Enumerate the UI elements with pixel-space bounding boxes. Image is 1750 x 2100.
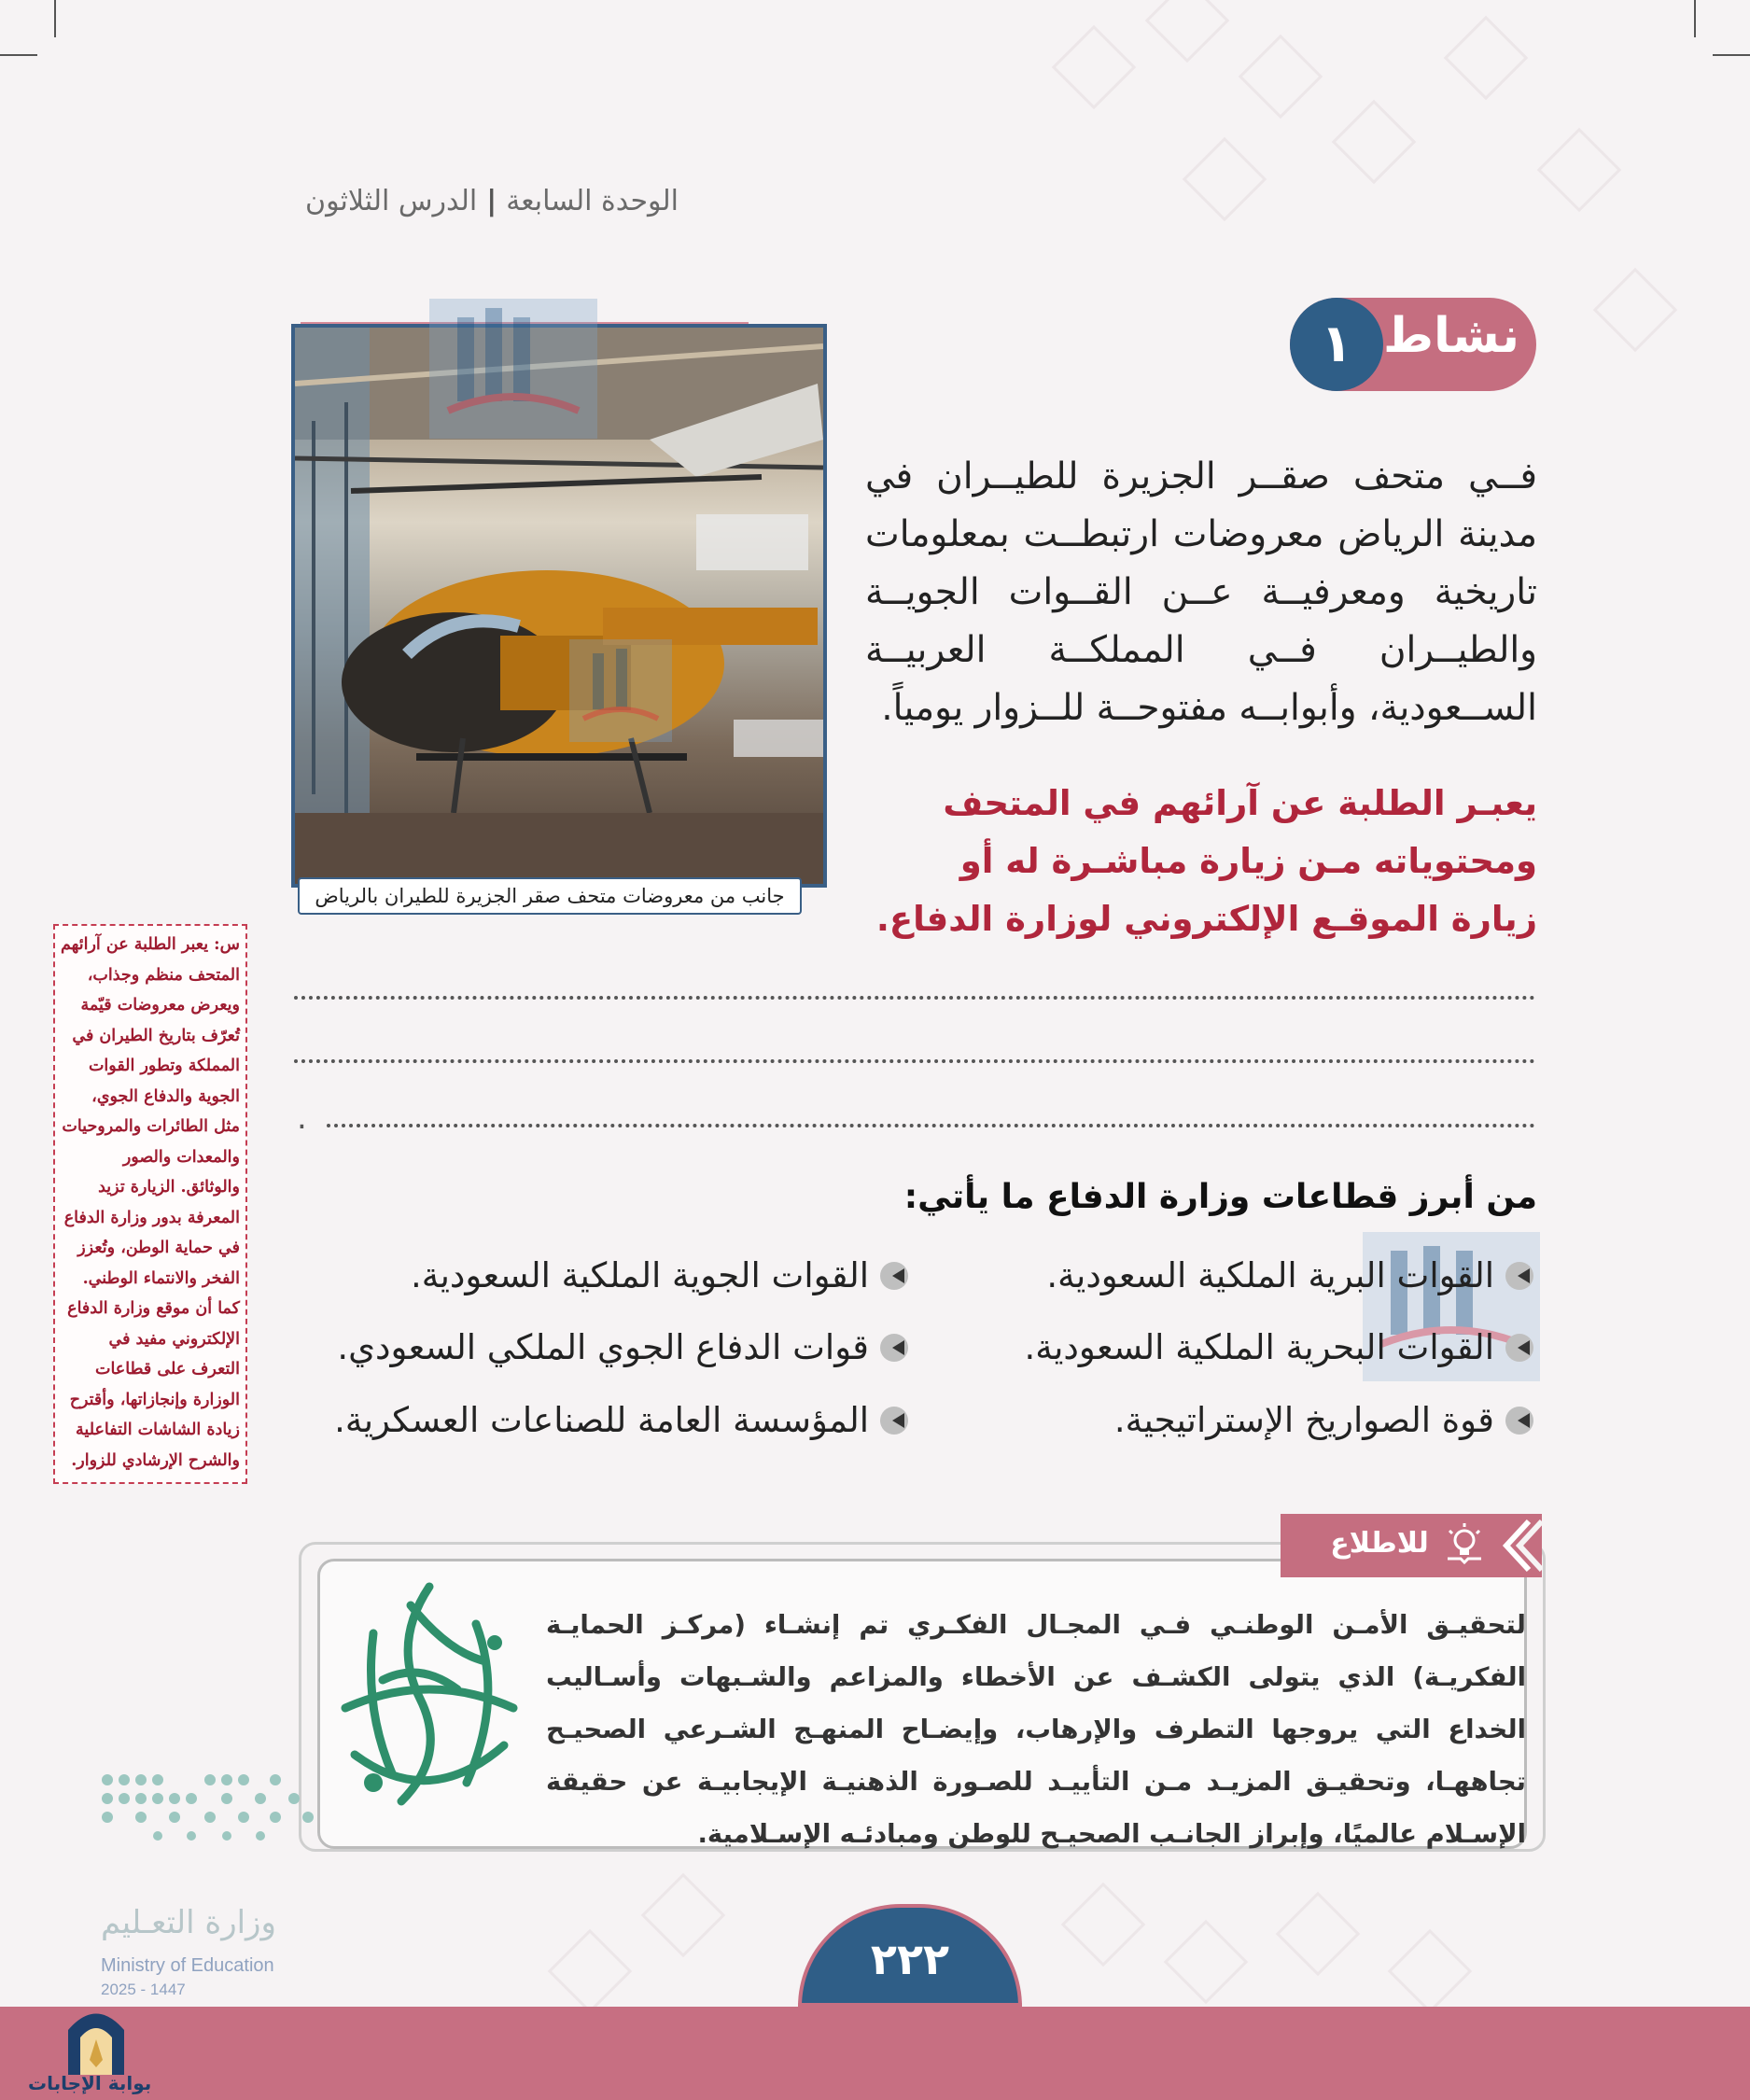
crop-mark [54, 0, 56, 37]
crop-mark [1694, 0, 1696, 37]
sector-label: القوات البحرية الملكية السعودية. [1024, 1327, 1494, 1367]
bullet-arrow-icon [880, 1407, 908, 1435]
side-answer-note: س: يعبر الطلبة عن آرائهم المتحف منظم وجذاب، ويعرض معروضات قيّمة تُعرّف بتاريخ الطيران في المملكة وتطور القوات الجوية والدفاع الجوي، مثل الطائرات والمروحيات والمعدات والصور والوثائق. الزيارة تزيد المعرفة بدور وزارة الدفاع في حماية الوطن، وتُعزز الفخر والانتماء الوطني. كما أن موقع وزارة الدفاع الإلكتروني مفيد في التعرف على قطاعات الوزارة وإنجازاتها، وأقترح زيادة الشاشات التفاعلية والشرح الإرشادي للزوار. [53, 924, 247, 1484]
photo-caption: جانب من معروضات متحف صقر الجزيرة للطيران بالرياض [298, 877, 802, 915]
answer-line [294, 1059, 1535, 1063]
info-tab-label: للاطلاع [1330, 1527, 1429, 1560]
intellectual-protection-center-logo [317, 1568, 541, 1829]
background-pattern [1239, 35, 1323, 119]
bullet-arrow-icon [1505, 1334, 1533, 1362]
background-pattern [1052, 25, 1137, 110]
lesson-title: الدرس الثلاثون [305, 185, 478, 217]
activity-label: نشاط [1383, 308, 1519, 364]
sector-item [411, 1255, 908, 1295]
footer-band [0, 2007, 1750, 2100]
sector-item [334, 1400, 908, 1440]
activity-number: ١ [1290, 298, 1383, 391]
sector-label: قوة الصواريخ الإستراتيجية. [1113, 1400, 1494, 1440]
bullet-arrow-icon [880, 1262, 908, 1290]
sector-label: القوات الجوية الملكية السعودية. [411, 1255, 869, 1295]
answers-portal-logo-icon [63, 2002, 129, 2077]
background-pattern [1388, 1929, 1473, 2014]
ministry-name-arabic: وزارة التعـليم [101, 1904, 276, 1941]
sectors-heading: من أبرز قطاعات وزارة الدفاع ما يأتي: [903, 1178, 1537, 1216]
background-pattern [1145, 0, 1230, 63]
sector-item [1114, 1400, 1533, 1440]
background-pattern [1276, 1892, 1361, 1977]
sector-item [1046, 1255, 1533, 1295]
crop-mark [0, 54, 37, 56]
page-number: ٢٢٢ [870, 1934, 950, 1984]
background-pattern [1061, 1883, 1146, 1967]
crop-mark [1713, 54, 1750, 56]
sector-label: المؤسسة العامة للصناعات العسكرية. [334, 1400, 869, 1440]
answer-line [327, 1124, 1535, 1127]
academic-year: 2025 - 1447 [101, 1981, 186, 1998]
background-pattern [1183, 137, 1267, 222]
sector-label: قوات الدفاع الجوي الملكي السعودي. [337, 1327, 869, 1367]
bullet-arrow-icon [1505, 1407, 1533, 1435]
page-header [305, 185, 679, 217]
unit-title: الوحدة السابعة [506, 185, 679, 217]
background-pattern [1332, 100, 1417, 185]
bulb-icon [1442, 1521, 1487, 1566]
bullet-arrow-icon [1505, 1262, 1533, 1290]
background-pattern [641, 1873, 726, 1958]
background-pattern [1593, 268, 1678, 353]
sector-label: القوات البرية الملكية السعودية. [1046, 1255, 1494, 1295]
watermark-logo [411, 280, 616, 467]
answer-line-end-dot: . [297, 1099, 307, 1137]
ministry-logo-icon [98, 1769, 317, 1848]
background-pattern [1444, 16, 1529, 101]
background-pattern [548, 1929, 633, 2014]
header-separator: | [486, 185, 497, 217]
activity-answer-text: يعبـر الطلبة عن آرائهم في المتحف ومحتوياته مـن زيارة مباشـرة له أو زيارة الموقـع الإلكتروني لوزارة الدفاع. [875, 783, 1537, 939]
bullet-arrow-icon [880, 1334, 908, 1362]
chevron-icon [1493, 1514, 1542, 1577]
ministry-name-english: Ministry of Education [101, 1955, 274, 1976]
background-pattern [1537, 128, 1622, 213]
sector-item [1025, 1327, 1533, 1367]
activity-intro-text: فــي متحف صقــر الجزيرة للطيــران في مدينة الرياض معروضات ارتبطــت بمعلومات تاريخية ومعرفيــة عــن القــوات الجويــة والطيــران فــي المملكــة العربيــة الســعودية، وأبوابــه مفتوحــة للــزوار يومياً. [865, 455, 1537, 729]
answers-portal-label: بوابة الإجابات [28, 2072, 152, 2094]
answer-line [294, 996, 1535, 1000]
info-text: لتحقيـق الأمـن الوطنـي فـي المجـال الفكـري تم إنشـاء (مركـز الحمايـة الفكريـة) الذي يتولى الكشـف عن الأخطاء والمزاعم والشـبهات وأسـاليب الخداع التي يروجها التطرف والإرهاب، وإيضـاح المنهـج الشـرعي الصحيـح تجاههـا، وتحقيـق المزيـد مـن التأييـد للصـورة الذهنيـة الإيجابيـة عن حقيقة الإسـلام عالميًا، وإبراز الجانـب الصحيـح للوطن ومبادئـه الإسـلامية. [546, 1610, 1526, 1849]
watermark-logo [565, 635, 677, 756]
sector-item [337, 1327, 908, 1367]
background-pattern [1164, 1920, 1249, 2005]
